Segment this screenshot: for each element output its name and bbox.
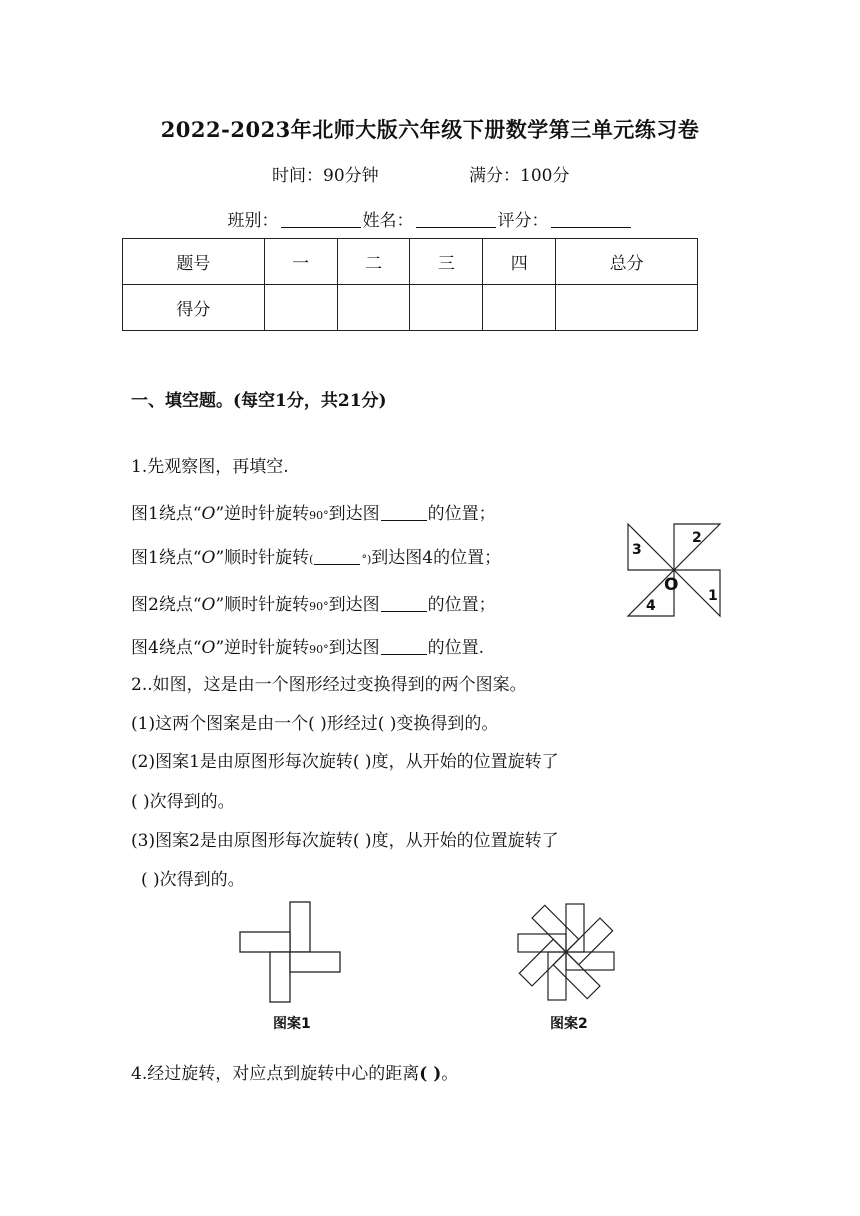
text: ”顺时针旋转 [215,548,310,568]
question-1-line-1 [131,499,496,524]
question-2-part-1: (1)这两个图案是由一个( )形经过( )变换得到的。 [131,714,499,734]
angle: 90° [309,643,329,656]
pattern-1-figure [238,900,344,1004]
pattern-2-rect [519,939,566,986]
answer-blank[interactable] [381,610,427,612]
angle: 90° [309,600,329,613]
student-info-line [0,206,860,231]
text: ”顺时针旋转 [215,595,310,615]
pattern-1-rect-left [240,932,290,952]
pattern-2-rect [566,952,614,970]
answer-paren[interactable]: ( ) [419,1064,442,1084]
figure-center-o: O [664,575,679,595]
name-blank[interactable] [416,226,496,228]
score-cell[interactable] [264,285,337,331]
pattern-2-caption: 图案2 [550,1016,588,1032]
point-o: O [201,595,216,615]
question-1-line-2 [131,543,501,568]
text: 的位置； [427,595,496,615]
pinwheel-figure [626,522,722,618]
text: 的位置； [427,504,496,524]
pattern-1-rect-top [290,902,310,952]
page-title: 2022-2023年北师大版六年级下册数学第三单元练习卷 [160,117,700,142]
grade-label: 评分： [497,211,549,231]
score-table-header: 四 [483,239,556,285]
score-cell[interactable] [556,285,698,331]
text: 到达图4的位置； [371,548,502,568]
text: 图4绕点“ [131,638,202,658]
point-o: O [201,548,216,568]
angle: 90° [309,509,329,522]
question-2-part-3b: ( )次得到的。 [141,870,245,890]
point-o: O [201,638,216,658]
exam-time: 时间：90分钟 [272,166,379,186]
exam-full-score: 满分：100分 [469,166,570,186]
score-cell[interactable] [337,285,410,331]
pattern-2-rect [548,952,566,1000]
text: ”逆时针旋转 [215,504,310,524]
score-table-header: 题号 [123,239,265,285]
pattern-2-rect [518,934,566,952]
pattern-1-rect-bottom [270,952,290,1002]
paren: °) [361,553,372,566]
text: 图1绕点“ [131,504,202,524]
pattern-2-rect [566,918,613,965]
figure-label-4: 4 [646,598,656,614]
score-table-header-row [123,239,698,285]
text: 到达图 [328,504,380,524]
answer-blank[interactable] [381,653,427,655]
score-table-header: 三 [410,239,483,285]
text: 图1绕点“ [131,548,202,568]
text: 4.经过旋转，对应点到旋转中心的距离 [131,1064,420,1084]
section-heading: 一、填空题。(每空1分，共21分) [131,391,387,411]
name-label: 姓名： [362,211,414,231]
pattern-2-figure [514,900,618,1004]
figure-label-1: 1 [708,588,718,604]
score-row-label: 得分 [123,285,265,331]
question-2-part-3: (3)图案2是由原图形每次旋转( )度，从开始的位置旋转了 [131,831,559,851]
score-table-score-row [123,285,698,331]
score-table [122,238,698,331]
pattern-1-caption: 图案1 [273,1016,311,1032]
paren: ( [309,553,314,566]
grade-blank[interactable] [551,226,631,228]
answer-blank[interactable] [314,563,360,565]
question-1-line-4 [131,633,484,658]
figure-label-3: 3 [632,542,642,558]
question-2-intro: 2..如图，这是由一个图形经过变换得到的两个图案。 [131,675,527,695]
answer-blank[interactable] [381,519,427,521]
text: 到达图 [328,638,380,658]
class-blank[interactable] [281,226,361,228]
question-4 [131,1059,458,1084]
question-1-line-3 [131,590,496,615]
score-cell[interactable] [410,285,483,331]
text: 到达图 [328,595,380,615]
score-table-header: 总分 [556,239,698,285]
text: 图2绕点“ [131,595,202,615]
pattern-1-rect-right [290,952,340,972]
score-table-header: 二 [337,239,410,285]
question-1-intro: 1.先观察图，再填空. [131,457,289,477]
text: 。 [441,1064,459,1084]
pattern-2-rect [553,952,600,999]
text: ”逆时针旋转 [215,638,310,658]
figure-label-2: 2 [692,530,702,546]
text: 的位置. [427,638,485,658]
score-cell[interactable] [483,285,556,331]
pattern-2-rect [532,905,579,952]
pattern-2-rect [566,904,584,952]
score-table-header: 一 [264,239,337,285]
class-label: 班别： [227,211,279,231]
question-2-part-2: (2)图案1是由原图形每次旋转( )度，从开始的位置旋转了 [131,752,559,772]
question-2-part-2b: ( )次得到的。 [131,792,235,812]
point-o: O [201,504,216,524]
